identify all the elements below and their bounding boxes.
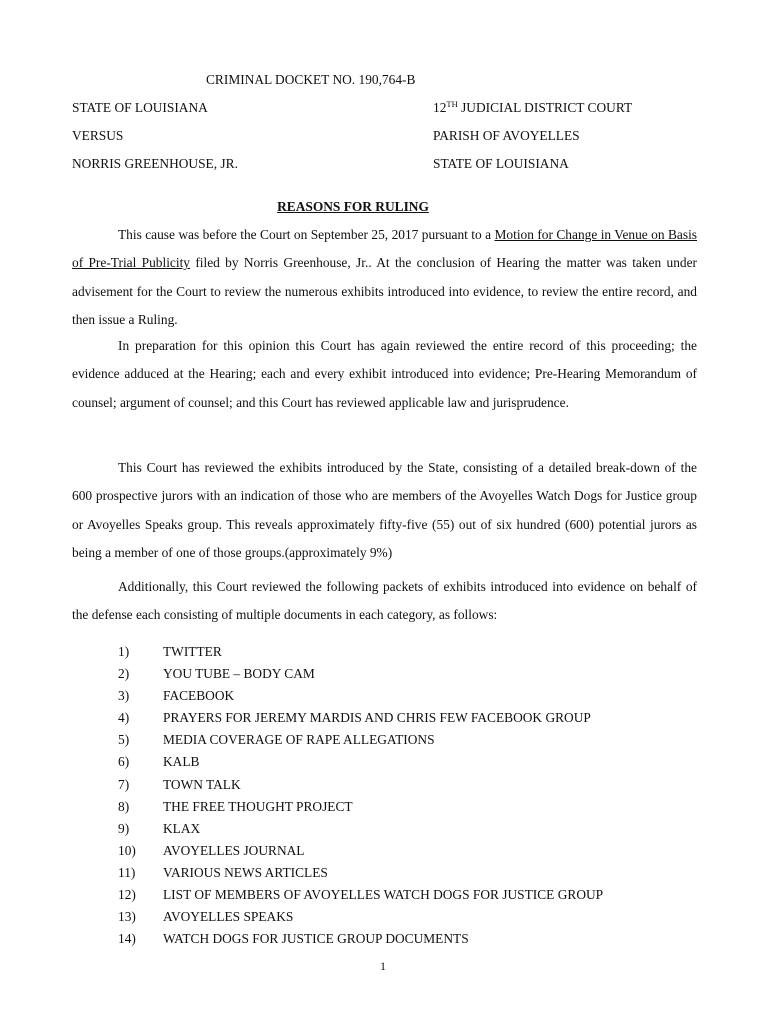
paragraph-1-rest: filed by Norris Greenhouse, Jr.. At the conclusion of Hearing the matter was taken under advisement for the Court to review the numerous exhibits introduced into evidence, to review the entire record, and then issue a Ruling. — [72, 255, 697, 327]
exhibit-item — [72, 641, 712, 663]
exhibit-item — [72, 796, 712, 818]
exhibit-item — [72, 906, 712, 928]
exhibit-list — [72, 641, 712, 950]
exhibit-number: 7) — [118, 776, 130, 792]
docket-number: CRIMINAL DOCKET NO. 190,764-B — [206, 72, 416, 87]
exhibit-number: 4) — [118, 710, 130, 726]
document-heading: REASONS FOR RULING — [277, 199, 429, 214]
exhibit-title: TWITTER — [163, 644, 222, 659]
paragraph-1 — [72, 221, 697, 334]
exhibit-number: 9) — [118, 820, 130, 836]
exhibit-item — [72, 862, 712, 884]
exhibit-title: MEDIA COVERAGE OF RAPE ALLEGATIONS — [163, 732, 435, 748]
exhibit-title: PRAYERS FOR JEREMY MARDIS AND CHRIS FEW FACEBOOK GROUP — [163, 710, 591, 726]
exhibit-number: 11) — [118, 864, 136, 880]
exhibit-item — [72, 884, 712, 906]
exhibit-number: 6) — [118, 754, 130, 770]
caption-versus: VERSUS — [72, 128, 124, 143]
exhibit-title: KALB — [163, 754, 200, 770]
court-name: JUDICIAL DISTRICT COURT — [457, 100, 633, 115]
exhibit-title: YOU TUBE – BODY CAM — [163, 666, 315, 682]
exhibit-number: 5) — [118, 732, 130, 748]
page-number: 1 — [380, 959, 386, 973]
exhibit-title: AVOYELLES JOURNAL — [163, 842, 305, 858]
paragraph-1-intro: This cause was before the Court on September 25, 2017 pursuant to a — [118, 227, 495, 242]
exhibit-title: THE FREE THOUGHT PROJECT — [163, 798, 353, 814]
caption-state: STATE OF LOUISIANA — [433, 156, 569, 171]
exhibit-number: 14) — [118, 931, 136, 947]
exhibit-title: WATCH DOGS FOR JUSTICE GROUP DOCUMENTS — [163, 931, 469, 947]
exhibit-item — [72, 818, 712, 840]
exhibit-title: LIST OF MEMBERS OF AVOYELLES WATCH DOGS FOR JUSTICE GROUP — [163, 887, 604, 903]
caption-defendant: NORRIS GREENHOUSE, JR. — [72, 156, 238, 171]
exhibit-title: TOWN TALK — [163, 776, 241, 792]
exhibit-number: 2) — [118, 666, 130, 682]
exhibit-item — [72, 707, 712, 729]
exhibit-title: FACEBOOK — [163, 688, 235, 704]
exhibit-item — [72, 663, 712, 685]
exhibit-title: VARIOUS NEWS ARTICLES — [163, 864, 328, 880]
exhibit-number: 8) — [118, 798, 130, 814]
caption-plaintiff: STATE OF LOUISIANA — [72, 100, 208, 115]
exhibit-number: 3) — [118, 688, 130, 704]
exhibit-item — [72, 751, 712, 773]
exhibit-item — [72, 729, 712, 751]
exhibit-title: KLAX — [163, 820, 201, 836]
exhibit-number: 10) — [118, 842, 136, 858]
exhibit-number: 1) — [118, 644, 130, 659]
exhibit-item — [72, 685, 712, 707]
exhibit-number: 13) — [118, 909, 136, 925]
caption-parish: PARISH OF AVOYELLES — [433, 128, 580, 143]
exhibit-number: 12) — [118, 887, 136, 903]
motion-title: Motion for Change in Venue on Basis of Pre-Trial Publicity — [72, 227, 697, 271]
court-ordinal-suffix: TH — [446, 99, 458, 109]
exhibit-item — [72, 928, 712, 950]
caption-court — [433, 100, 632, 116]
court-number: 12 — [433, 100, 447, 115]
exhibit-item — [72, 774, 712, 796]
exhibit-title: AVOYELLES SPEAKS — [163, 909, 294, 925]
paragraph-4: Additionally, this Court reviewed the following packets of exhibits introduced into evidence on behalf of the defense each consisting of multiple documents in each category, as follows: — [72, 579, 697, 623]
paragraph-2: In preparation for this opinion this Court has again reviewed the entire record of this proceeding; the evidence adduced at the Hearing; each and every exhibit introduced into evidence; Pre-Hearing Memorandum of counsel; argument of counsel; and this Court has reviewed applicable law and jurisprudence. — [72, 338, 697, 410]
exhibit-item — [72, 840, 712, 862]
paragraph-3: This Court has reviewed the exhibits introduced by the State, consisting of a detailed break-down of the 600 prospective jurors with an indication of those who are members of the Avoyelles Watch Dogs for Justice group or Avoyelles Speaks group. This reveals approximately fifty-five (55) out of six hundred (600) potential jurors as being a member of one of those groups.(approximately 9%) — [72, 460, 697, 560]
